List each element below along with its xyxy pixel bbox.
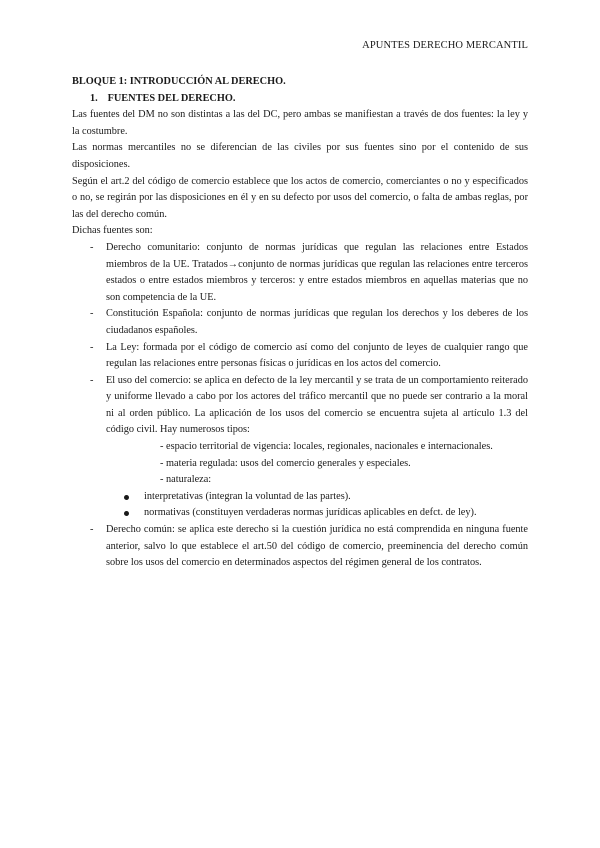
list-item-text: El uso del comercio: se aplica en defecto de la ley mercantil y se trata de un comportamiento reiterado y uniforme llevado a cabo por los actores del tráfico mercantil que no puede ser contrario a la moral ni al orden público. La aplicación de los usos del comercio se encuentra sujeta al artículo 1.3 del código civil. Hay numerosos tipos:: [106, 374, 528, 436]
list-item: [72, 340, 528, 373]
sources-list: [72, 240, 528, 439]
running-header: APUNTES DERECHO MERCANTIL: [362, 40, 528, 51]
list-item-text: La Ley: formada por el código de comercio así como del conjunto de leyes de cualquier rango que regulan las relaciones entre personas físicas o jurídicas en los actos del comercio.: [106, 341, 528, 370]
dash-marker: -: [90, 241, 94, 253]
section-heading: [72, 91, 528, 108]
sources-list-continued: [72, 522, 528, 572]
list-item: [72, 240, 528, 306]
paragraph: Dichas fuentes son:: [72, 225, 153, 237]
paragraph: Según el art.2 del código de comercio establece que los actos de comercio, comerciantes o no y especificados o no, se regirán por las disposiciones en él y en su defecto por usos del comercio, o falta de ambas reglas, por las del derecho común.: [72, 175, 528, 220]
list-item: [72, 522, 528, 572]
usage-types: [72, 439, 528, 489]
bloque-title: BLOQUE 1: INTRODUCCIÓN AL DERECHO.: [72, 76, 286, 87]
paragraph: Las fuentes del DM no son distintas a las del DC, pero ambas se manifiestan a través de dos fuentes: la ley y la costumbre.: [72, 109, 528, 137]
bullet-item: [72, 505, 528, 522]
list-item: [72, 373, 528, 439]
dash-marker: -: [90, 308, 94, 320]
list-item-text: Derecho común: se aplica este derecho si la cuestión jurídica no está comprendida en ninguna fuente anterior, salvo lo que establece el art.50 del código de comercio, preeminencia del derecho común sobre los usos del comercio en determinados aspectos del régimen general de los contratos.: [106, 524, 528, 569]
list-item-text: Constitución Española: conjunto de normas jurídicas que regulan los derechos y los deberes de los ciudadanos españoles.: [106, 308, 528, 336]
usage-type: - espacio territorial de vigencia: locales, regionales, nacionales e internacionales.: [160, 441, 493, 453]
nature-bullets: [72, 489, 528, 522]
list-item-text: Derecho comunitario: conjunto de normas jurídicas que regulan las relaciones entre Estados miembros de la UE. Tratados→conjunto de normas jurídicas que regulan las relaciones entre terceros estados o entre estados miembros y terceros: y entre estados miembros en aquellas materias que no son competencia de la UE.: [106, 241, 528, 303]
usage-type: - materia regulada: usos del comercio generales y especiales.: [160, 457, 411, 469]
bullet-icon: [124, 511, 129, 516]
dash-marker: -: [90, 374, 94, 386]
paragraph: Las normas mercantiles no se diferencian de las civiles por sus fuentes sino por el contenido de sus disposiciones.: [72, 142, 528, 170]
bullet-text: interpretativas (integran la voluntad de las partes).: [144, 490, 351, 502]
usage-type: - naturaleza:: [160, 474, 212, 486]
dash-marker: -: [90, 341, 94, 353]
list-item: [72, 306, 528, 339]
section-title: FUENTES DEL DERECHO.: [107, 92, 236, 104]
dash-marker: -: [90, 524, 94, 536]
bullet-text: normativas (constituyen verdaderas normas jurídicas aplicables en defct. de ley).: [144, 507, 477, 519]
bullet-item: [72, 489, 528, 506]
bullet-icon: [124, 495, 129, 500]
section-number: 1.: [90, 92, 98, 104]
document-body: [72, 74, 528, 572]
